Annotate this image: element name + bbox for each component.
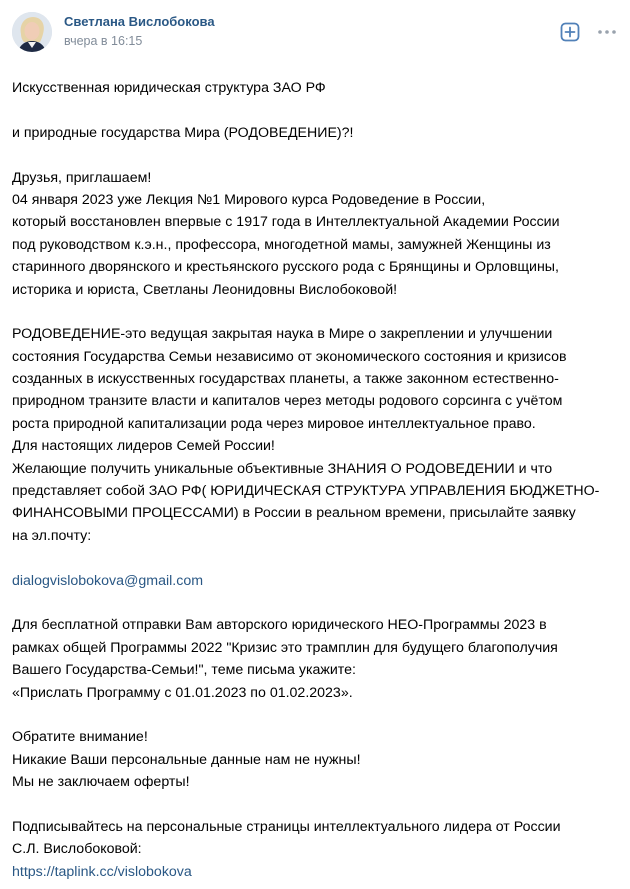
author-name[interactable]: Светлана Вислобокова — [64, 14, 215, 29]
post-line: Вашего Государства-Семьи!", теме письма укажите: — [12, 662, 356, 679]
post-line — [12, 861, 624, 883]
post-line — [12, 570, 624, 592]
post-line: представляет собой ЗАО РФ( ЮРИДИЧЕСКАЯ СТРУКТУРА УПРАВЛЕНИЯ БЮДЖЕТНО- — [12, 483, 600, 500]
post-text — [12, 77, 624, 883]
post-header — [0, 0, 630, 62]
taplink-url-link[interactable]: https://taplink.cc/vislobokova — [12, 863, 192, 880]
post-line: Друзья, приглашаем! — [12, 169, 152, 186]
post-line: Для бесплатной отправки Вам авторского юридического НЕО-Программы 2023 в — [12, 617, 547, 634]
post-line: Никакие Ваши персональные данные нам не нужны! — [12, 751, 361, 768]
post-line: и природные государства Мира (РОДОВЕДЕНИЕ)?! — [12, 124, 354, 141]
post-line: рамках общей Программы 2022 "Кризис это трамплин для будущего благополучия — [12, 639, 558, 656]
paragraph-gap — [12, 592, 624, 614]
post-line: РОДОВЕДЕНИЕ-это ведущая закрытая наука в Мире о закреплении и улучшении — [12, 326, 553, 343]
more-horizontal-icon[interactable] — [596, 22, 618, 42]
post-line: историка и юриста, Светланы Леонидовны Вислобоковой! — [12, 281, 398, 298]
paragraph-gap — [12, 704, 624, 726]
post-line: Подписывайтесь на персональные страницы интеллектуального лидера от России — [12, 818, 561, 835]
post-line: роста природной капитализации рода через мировое интеллектуальное право. — [12, 415, 536, 432]
post-line: на эл.почту: — [12, 527, 92, 544]
paragraph-gap — [12, 794, 624, 816]
add-square-icon[interactable] — [560, 22, 580, 42]
post-line: Искусственная юридическая структура ЗАО РФ — [12, 80, 326, 96]
avatar[interactable] — [12, 12, 52, 52]
post-line: под руководством к.э.н., профессора, многодетной мамы, замужней Женщины из — [12, 236, 551, 253]
post-line: ФИНАНСОВЫМИ ПРОЦЕССАМИ) в России в реальном времени, присылайте заявку — [12, 505, 576, 522]
post-time[interactable]: вчера в 16:15 — [64, 34, 143, 48]
post-line: природном транзите власти и капиталов через методы родового сорсинга с учётом — [12, 393, 563, 410]
paragraph-gap — [12, 547, 624, 569]
post-line: состояния Государства Семьи независимо от экономического состояния и кризисов — [12, 348, 567, 365]
email-link[interactable]: dialogvislobokova@gmail.com — [12, 572, 204, 589]
post-line: С.Л. Вислобоковой: — [12, 841, 142, 858]
post-line: 04 января 2023 уже Лекция №1 Мирового курса Родоведение в России, — [12, 191, 486, 208]
post-line: Мы не заключаем оферты! — [12, 774, 190, 791]
avatar-photo — [12, 12, 52, 52]
paragraph-gap — [12, 144, 624, 166]
post-line: Желающие получить уникальные объективные ЗНАНИЯ О РОДОВЕДЕНИИ и что — [12, 460, 553, 477]
post-line: старинного дворянского и крестьянского русского рода с Брянщины и Орловщины, — [12, 259, 559, 276]
post-line: созданных в искусственных государствах планеты, а также законном естественно- — [12, 371, 559, 388]
paragraph-gap — [12, 99, 624, 121]
post-line: Обратите внимание! — [12, 729, 148, 746]
post-line: «Прислать Программу с 01.01.2023 по 01.02.2023». — [12, 684, 353, 701]
post-line: Для настоящих лидеров Семей России! — [12, 438, 275, 455]
post-line: который восстановлен впервые с 1917 года в Интеллектуальной Академии России — [12, 214, 560, 231]
paragraph-gap — [12, 301, 624, 323]
